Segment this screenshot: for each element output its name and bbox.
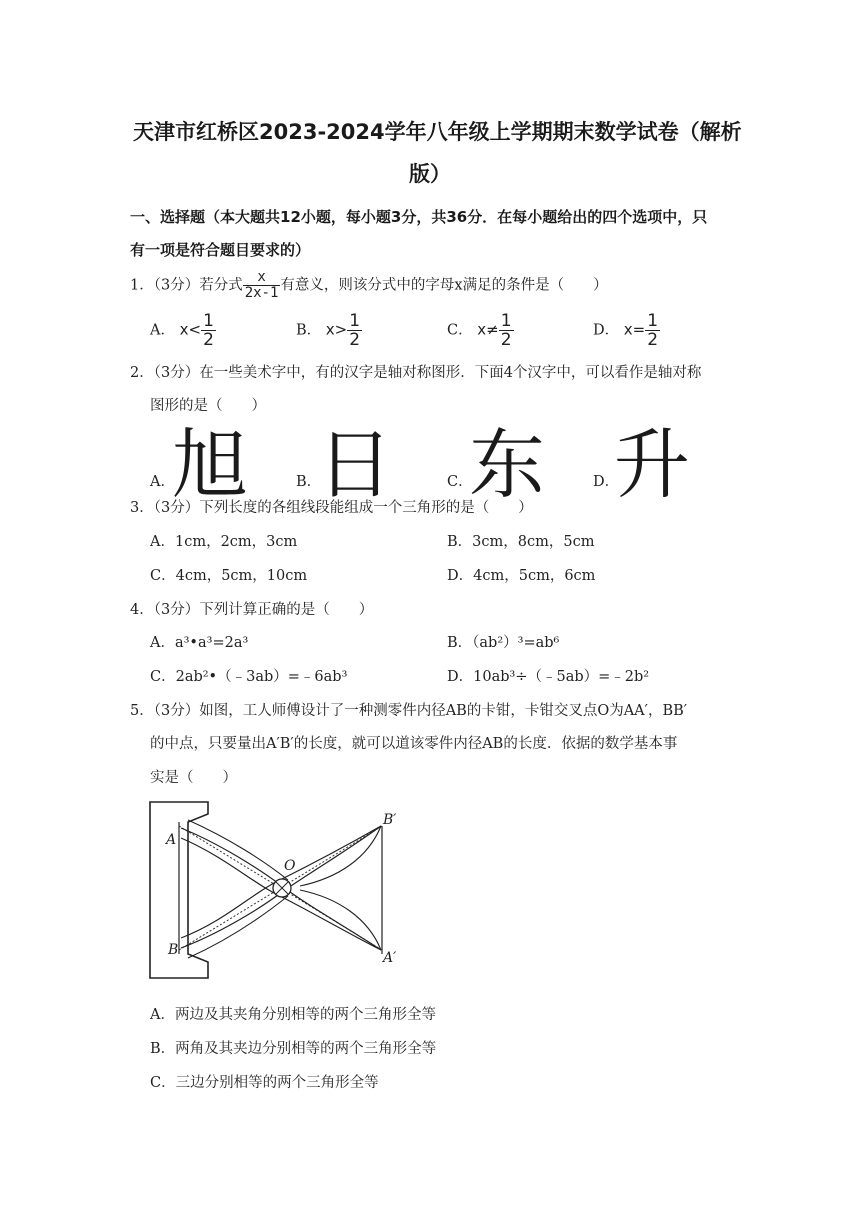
question-3-stem: 3．（3分）下列长度的各组线段能组成一个三角形的是（ ） — [130, 500, 533, 516]
option-label: C． — [447, 322, 473, 339]
question-4-option-c[interactable]: C．2ab²•（﹣3ab）=﹣6ab³ — [150, 669, 348, 685]
option-fraction — [347, 312, 362, 349]
question-4-option-d[interactable]: D．10ab³÷（﹣5ab）=﹣2b² — [447, 669, 650, 685]
option-fraction-numerator: 1 — [203, 311, 214, 331]
question-2-stem-line1: 2．（3分）在一些美术字中，有的汉字是轴对称图形．下面4个汉字中，可以看作是轴对称 — [130, 365, 702, 381]
label-b-prime: B′ — [383, 812, 397, 828]
question-2-option-a-character: 旭 — [172, 420, 248, 509]
document-title-line2: 版） — [409, 162, 451, 186]
question-4-option-a[interactable]: A．a³•a³=2a³ — [150, 635, 249, 651]
option-fraction-numerator: 1 — [349, 311, 361, 331]
option-relation: > — [334, 320, 348, 339]
label-a-prime: A′ — [383, 950, 397, 966]
option-fraction — [645, 312, 660, 349]
option-fraction — [499, 312, 514, 349]
question-2-option-c-character: 东 — [469, 420, 545, 509]
option-label: D． — [593, 322, 620, 339]
option-label: A． — [150, 322, 175, 339]
document-title-line1: 天津市红桥区2023-2024学年八年级上学期期末数学试卷（解析 — [133, 120, 742, 144]
question-1-fraction-denominator: 2x-1 — [244, 285, 279, 301]
question-2-option-b-label[interactable]: B． — [296, 474, 322, 490]
question-1-option-c[interactable] — [447, 312, 514, 349]
option-variable: x — [477, 320, 487, 339]
option-variable: x — [623, 320, 633, 339]
question-4-option-b[interactable]: B．（ab²）³=ab⁶ — [447, 635, 560, 651]
question-1-prefix: 1．（3分）若分式 — [130, 277, 243, 294]
section-heading-line1: 一、选择题（本大题共12小题，每小题3分，共36分．在每小题给出的四个选项中，只 — [130, 208, 708, 226]
option-variable: x — [325, 320, 335, 339]
question-5-option-a[interactable]: A．两边及其夹角分别相等的两个三角形全等 — [150, 1007, 436, 1023]
question-5-stem-line1: 5．（3分）如图，工人师傅设计了一种测零件内径AB的卡钳，卡钳交叉点O为AA′，BB′ — [130, 703, 688, 719]
question-2-stem-line2: 图形的是（ ） — [150, 398, 266, 414]
option-fraction-denominator: 2 — [647, 330, 659, 350]
option-fraction — [201, 312, 216, 349]
option-fraction-denominator: 2 — [203, 330, 214, 350]
question-2-option-a-label[interactable]: A． — [150, 474, 175, 490]
question-1-fraction — [243, 270, 281, 301]
question-2-option-b-character: 日 — [317, 420, 393, 509]
option-fraction-denominator: 2 — [349, 330, 361, 350]
question-1-option-a[interactable] — [150, 312, 216, 349]
section-heading-line2: 有一项是符合题目要求的） — [130, 241, 311, 259]
label-a: A — [166, 832, 177, 848]
question-1-suffix: 有意义，则该分式中的字母x满足的条件是（ ） — [280, 277, 608, 294]
option-fraction-numerator: 1 — [647, 311, 659, 331]
option-label: B． — [296, 322, 322, 339]
caliper-arm-1-edge — [188, 820, 288, 880]
question-1-fraction-numerator: x — [257, 269, 266, 285]
question-1-stem — [130, 270, 608, 301]
option-relation: < — [188, 320, 202, 339]
question-5-option-b[interactable]: B．两角及其夹边分别相等的两个三角形全等 — [150, 1041, 437, 1057]
question-2-option-d-label[interactable]: D． — [593, 474, 620, 490]
option-fraction-denominator: 2 — [500, 330, 512, 350]
question-3-option-d[interactable]: D．4cm，5cm，6cm — [447, 568, 596, 584]
option-relation: = — [632, 320, 646, 339]
question-1-option-b[interactable] — [296, 312, 362, 349]
caliper-figure — [148, 798, 410, 986]
option-fraction-numerator: 1 — [500, 311, 512, 331]
caliper-right-lower-curve — [300, 890, 381, 950]
question-4-stem: 4．（3分）下列计算正确的是（ ） — [130, 602, 374, 618]
option-relation: ≠ — [486, 320, 499, 339]
question-1-option-d[interactable] — [593, 312, 660, 349]
question-3-option-a[interactable]: A．1cm，2cm，3cm — [150, 534, 298, 550]
question-2-option-d-character: 升 — [614, 420, 690, 509]
label-b: B — [168, 942, 179, 958]
caliper-arm-2-edge — [188, 896, 288, 958]
label-o: O — [284, 858, 296, 874]
question-2-option-c-label[interactable]: C． — [447, 474, 473, 490]
option-variable: x — [179, 320, 189, 339]
question-5-stem-line3: 实是（ ） — [150, 770, 237, 786]
question-3-option-c[interactable]: C．4cm，5cm，10cm — [150, 568, 308, 584]
question-3-option-b[interactable]: B．3cm，8cm，5cm — [447, 534, 595, 550]
question-5-option-c[interactable]: C．三边分别相等的两个三角形全等 — [150, 1075, 379, 1091]
question-5-stem-line2: 的中点，只要量出A′B′的长度，就可以道该零件内径AB的长度．依据的数学基本事 — [150, 736, 678, 752]
